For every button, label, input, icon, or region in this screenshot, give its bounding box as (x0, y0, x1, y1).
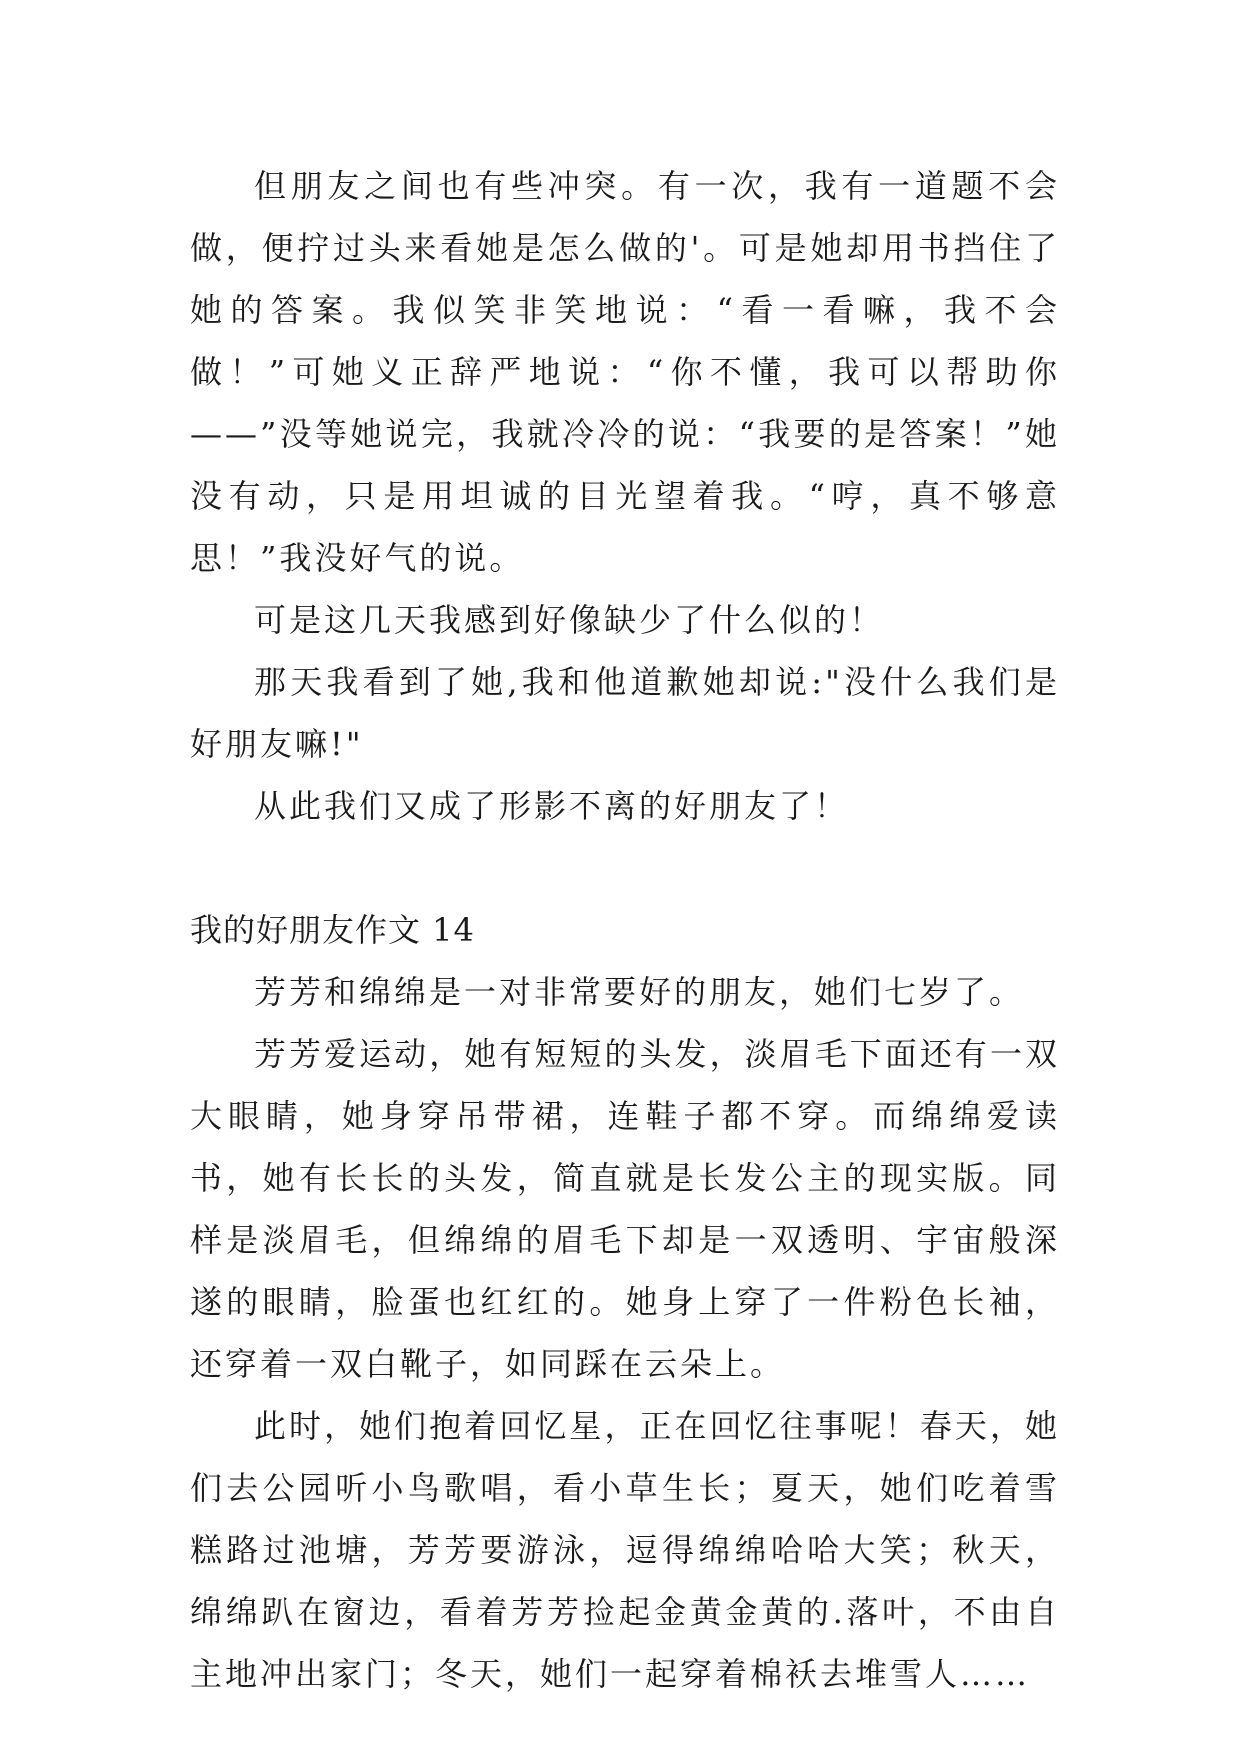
paragraph: 芳芳爱运动，她有短短的头发，淡眉毛下面还有一双大眼睛，她身穿吊带裙，连鞋子都不穿。而绵绵爱读书，她有长长的头发，简直就是长发公主的现实版。同样是淡眉毛，但绵绵的眉毛下却是一双透明、宇宙般深遂的眼睛，脸蛋也红红的。她身上穿了一件粉色长袖，还穿着一双白靴子，如同踩在云朵上。 (190, 1035, 1060, 1383)
paragraph: 那天我看到了她,我和他道歉她却说:"没什么我们是好朋友嘛!" (190, 663, 1060, 763)
section-spacer (190, 837, 1060, 899)
document-body (190, 155, 1060, 1705)
paragraph: 从此我们又成了形影不离的好朋友了！ (254, 787, 850, 825)
section-heading: 我的好朋友作文 14 (190, 911, 475, 949)
paragraph: 但朋友之间也有些冲突。有一次，我有一道题不会做，便拧过头来看她是怎么做的'。可是她却用书挡住了她的答案。我似笑非笑地说：“看一看嘛，我不会做！”可她义正辞严地说：“你不懂，我可以帮助你——”没等她说完，我就冷冷的说：“我要的是答案！”她没有动，只是用坦诚的目光望着我。“哼，真不够意思！”我没好气的说。 (190, 167, 1060, 577)
paragraph: 芳芳和绵绵是一对非常要好的朋友，她们七岁了。 (254, 973, 1025, 1011)
paragraph: 此时，她们抱着回忆星，正在回忆往事呢！春天，她们去公园听小鸟歌唱，看小草生长；夏天，她们吃着雪糕路过池塘，芳芳要游泳，逗得绵绵哈哈大笑；秋天，绵绵趴在窗边，看着芳芳捡起金黄金黄的.落叶，不由自主地冲出家门；冬天，她们一起穿着棉袄去堆雪人…… (190, 1407, 1060, 1693)
paragraph: 可是这几天我感到好像缺少了什么似的！ (254, 601, 885, 639)
